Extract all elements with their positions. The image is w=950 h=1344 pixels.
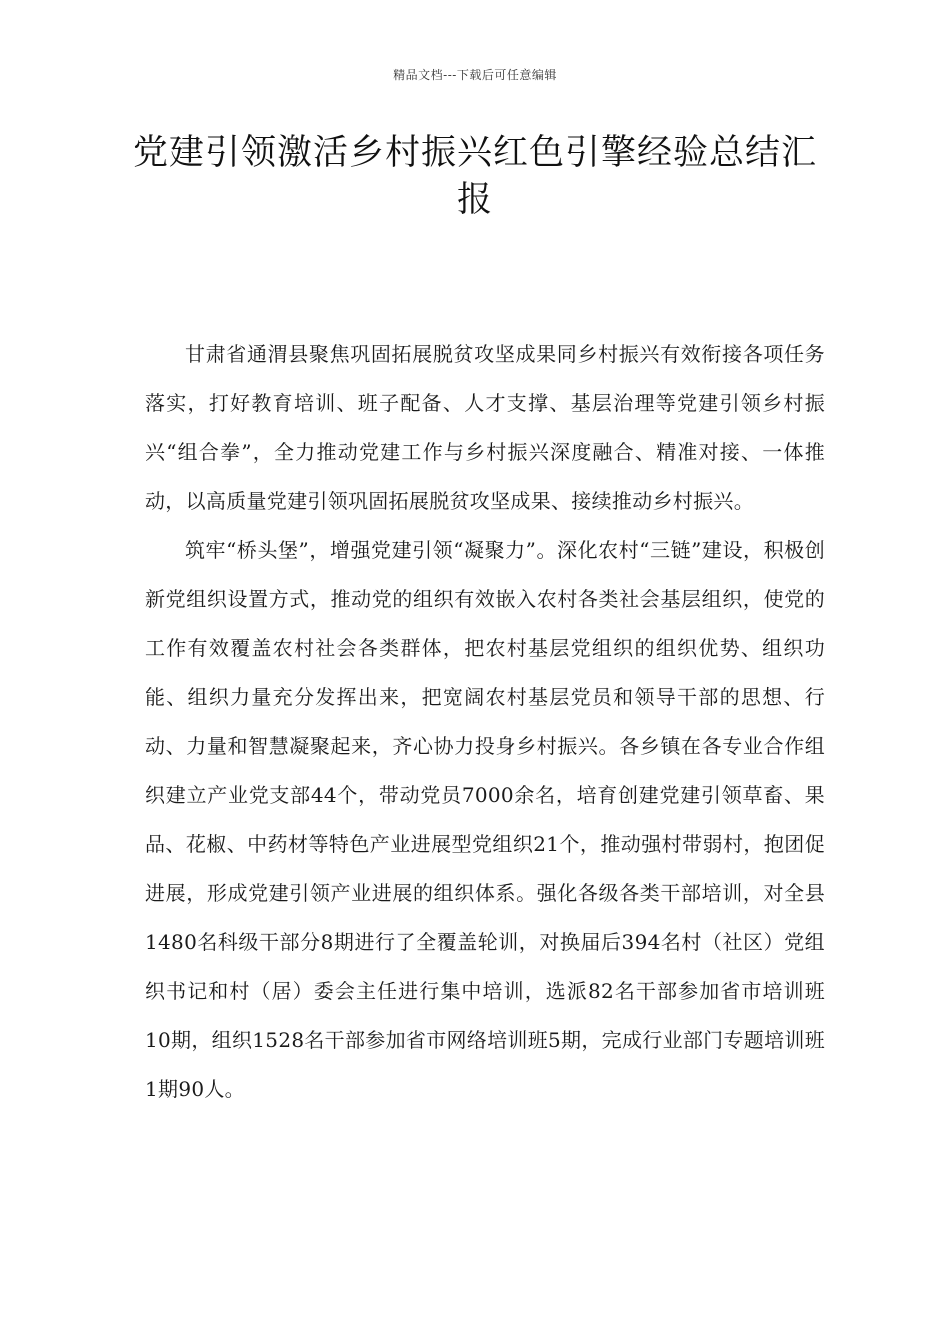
paragraph-intro: 甘肃省通渭县聚焦巩固拓展脱贫攻坚成果同乡村振兴有效衔接各项任务落实，打好教育培训、班子配备、人才支撑、基层治理等党建引领乡村振兴“组合拳”，全力推动党建工作与乡村振兴深度融合、精准对接、一体推动，以高质量党建引领巩固拓展脱贫攻坚成果、接续推动乡村振兴。 xyxy=(145,342,825,513)
document-body xyxy=(145,330,825,1114)
paragraph-bridgehead: 筑牢“桥头堡”，增强党建引领“凝聚力”。深化农村“三链”建设，积极创新党组织设置方式，推动党的组织有效嵌入农村各类社会基层组织，使党的工作有效覆盖农村社会各类群体，把农村基层党组织的组织优势、组织功能、组织力量充分发挥出来，把宽阔农村基层党员和领导干部的思想、行动、力量和智慧凝聚起来，齐心协力投身乡村振兴。各乡镇在各专业合作组织建立产业党支部44个，带动党员7000余名，培育创建党建引领草畜、果品、花椒、中药材等特色产业进展型党组织21个，推动强村带弱村，抱团促进展，形成党建引领产业进展的组织体系。强化各级各类干部培训，对全县1480名科级干部分8期进行了全覆盖轮训，对换届后394名村（社区）党组织书记和村（居）委会主任进行集中培训，选派82名干部参加省市培训班10期，组织1528名干部参加省市网络培训班5期，完成行业部门专题培训班1期90人。 xyxy=(145,538,825,1101)
document-title: 党建引领激活乡村振兴红色引擎经验总结汇报 xyxy=(132,133,817,220)
header-note: 精品文档---下载后可任意编辑 xyxy=(393,68,557,82)
